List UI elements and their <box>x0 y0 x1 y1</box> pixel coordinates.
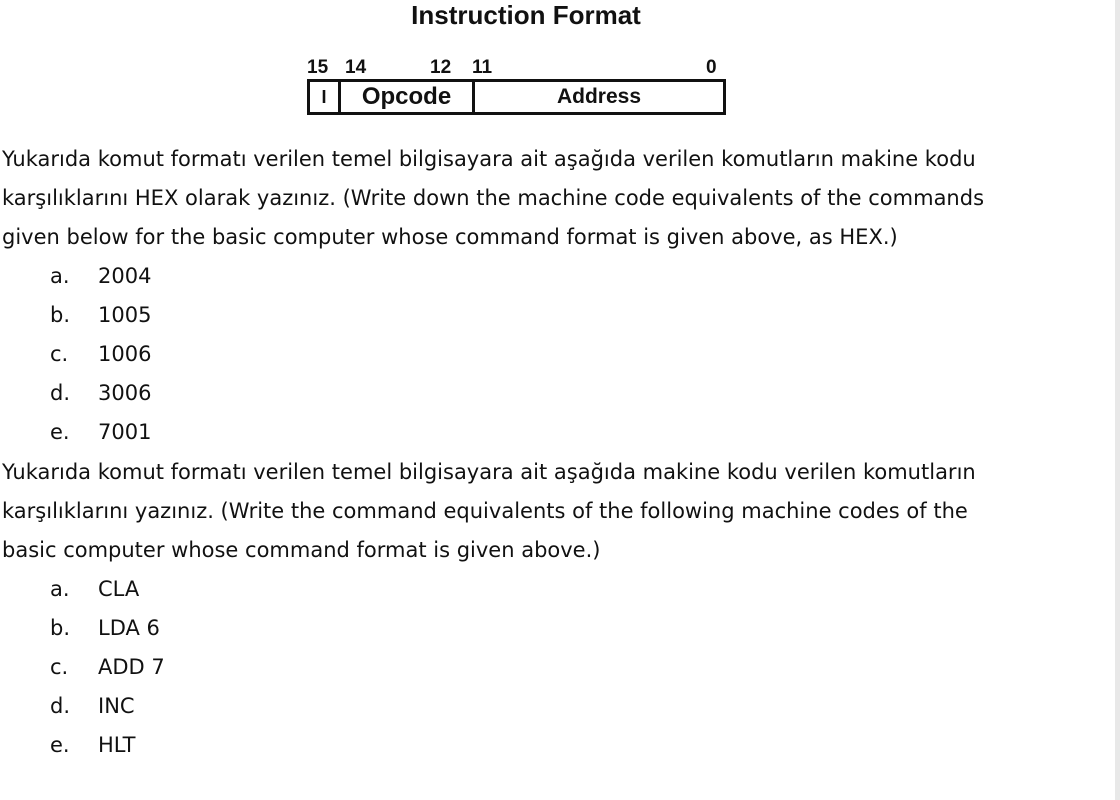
question-1-line: given below for the basic computer whose command format is given above, as HEX.) <box>2 225 898 249</box>
list-item-value: 7001 <box>98 420 152 444</box>
bit-label-15: 15 <box>307 57 329 78</box>
list-item-value: LDA 6 <box>98 616 160 640</box>
list-item <box>50 374 151 413</box>
list-item-letter: e. <box>50 733 70 757</box>
list-item-letter: c. <box>50 342 69 366</box>
question-2-list <box>50 570 165 765</box>
list-item-letter: d. <box>50 381 71 405</box>
list-item <box>50 296 151 335</box>
list-item-letter: b. <box>50 616 71 640</box>
question-2-text <box>2 453 1117 570</box>
list-item-value: 2004 <box>98 264 152 288</box>
question-1-text <box>2 140 1117 257</box>
list-item-letter: a. <box>50 577 70 601</box>
page-title: Instruction Format <box>411 0 641 30</box>
list-item <box>50 609 165 648</box>
bit-label-0: 0 <box>706 57 717 78</box>
list-item-value: 1006 <box>98 342 152 366</box>
list-item <box>50 726 165 765</box>
list-item-letter: e. <box>50 420 70 444</box>
address-field: Address <box>556 85 642 108</box>
list-item-value: 3006 <box>98 381 152 405</box>
list-item-value: 1005 <box>98 303 152 327</box>
question-2-line: basic computer whose command format is given above.) <box>2 538 601 562</box>
list-item <box>50 570 165 609</box>
opcode-field: Opcode <box>341 82 475 112</box>
instruction-format-box <box>307 79 726 115</box>
question-1-list <box>50 257 151 452</box>
list-item-value: CLA <box>98 577 140 601</box>
list-item <box>50 687 165 726</box>
list-item-letter: d. <box>50 694 71 718</box>
list-item-letter: a. <box>50 264 70 288</box>
list-item-letter: c. <box>50 655 69 679</box>
bit-label-12: 12 <box>430 57 452 78</box>
list-item-value: INC <box>98 694 135 718</box>
bit-label-11: 11 <box>472 57 493 78</box>
question-2-line: karşılıklarını yazınız. (Write the command equivalents of the following machine codes of the <box>2 499 968 523</box>
bit-label-14: 14 <box>345 57 367 78</box>
list-item-value: ADD 7 <box>98 655 165 679</box>
list-item-value: HLT <box>98 733 136 757</box>
question-2-line: Yukarıda komut formatı verilen temel bilgisayara ait aşağıda makine kodu verilen komutların <box>2 460 976 484</box>
list-item-letter: b. <box>50 303 71 327</box>
question-1-line: Yukarıda komut formatı verilen temel bilgisayara ait aşağıda verilen komutların makine kodu <box>2 147 976 171</box>
list-item <box>50 413 151 452</box>
indirect-bit-field: I <box>310 82 341 112</box>
page-edge-divider <box>1115 0 1120 800</box>
list-item <box>50 648 165 687</box>
list-item <box>50 257 151 296</box>
question-1-line: karşılıklarını HEX olarak yazınız. (Write down the machine code equivalents of the commands <box>2 186 985 210</box>
list-item <box>50 335 151 374</box>
